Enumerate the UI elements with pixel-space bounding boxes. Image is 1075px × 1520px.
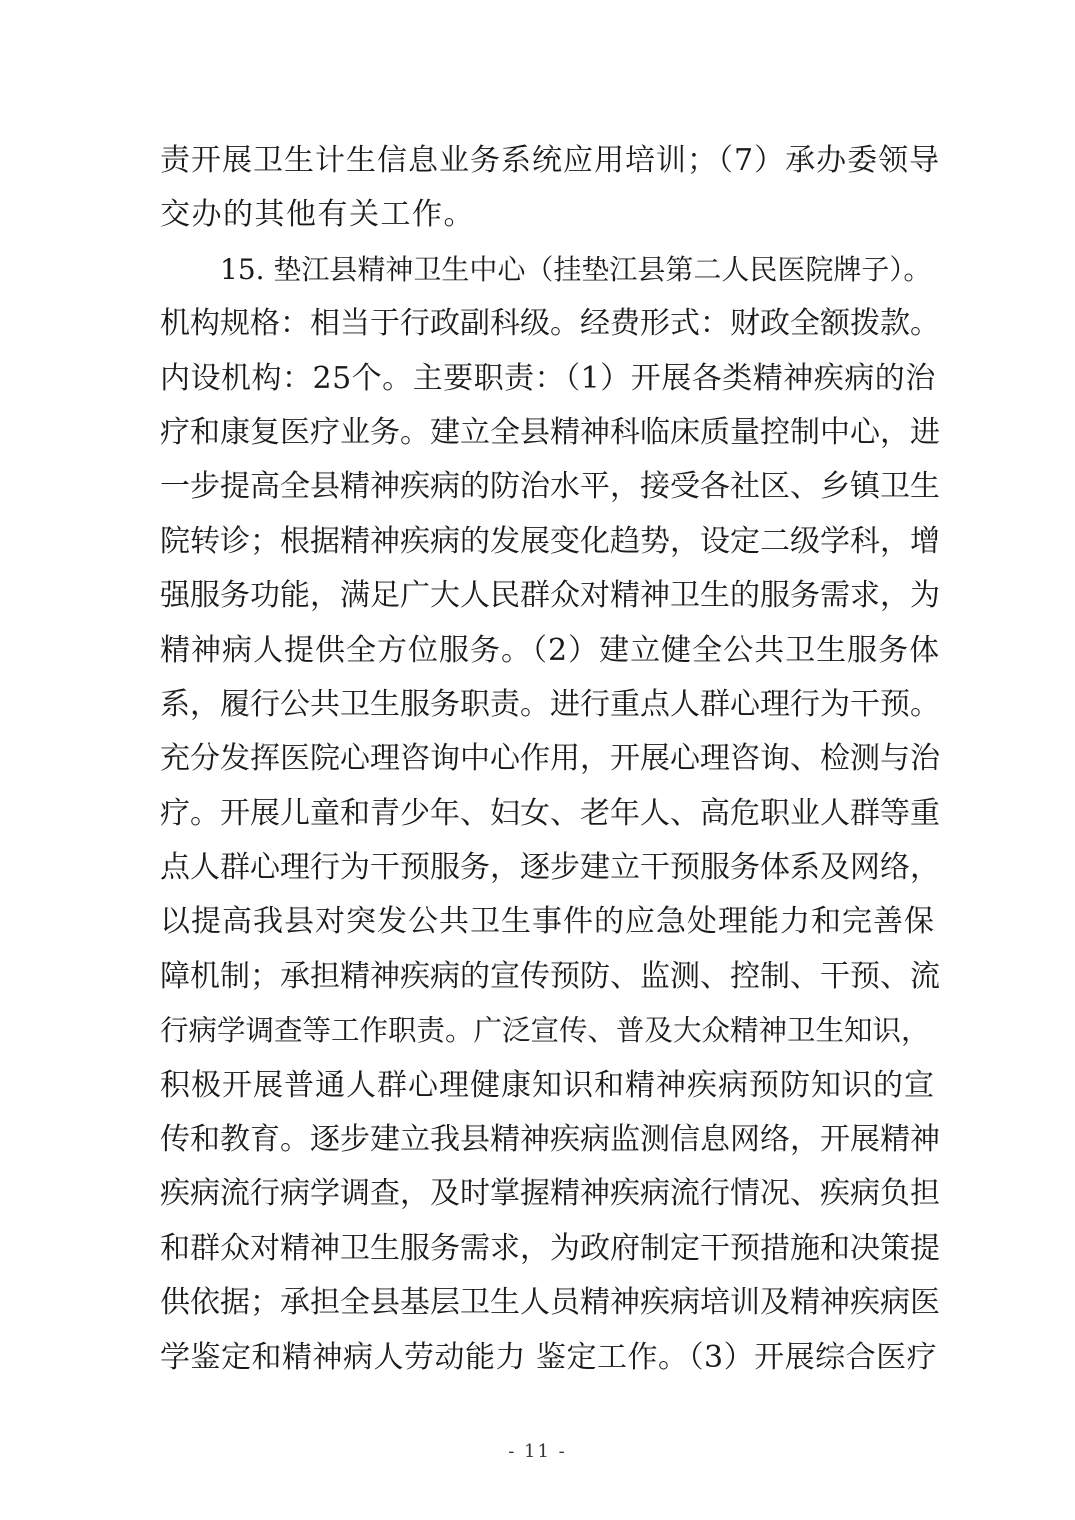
text-line: 行病学调查等工作职责。广泛宣传、普及大众精神卫生知识， [160, 1014, 930, 1048]
text-line: 疗和康复医疗业务。建立全县精神科临床质量控制中心，进 [160, 414, 940, 450]
text-line: 疾病流行病学调查，及时掌握精神疾病流行情况、疾病负担 [160, 1176, 940, 1212]
text-line: 以提高我县对突发公共卫生事件的应急处理能力和完善保 [160, 904, 935, 940]
text-line: 交办的其他有关工作。 [160, 197, 475, 233]
section-heading-line: 15. 垫江县精神卫生中心（挂垫江县第二人民医院牌子）。 [220, 252, 932, 286]
text-line: 学鉴定和精神病人劳动能力 鉴定工作。（3）开展综合医疗 [160, 1339, 938, 1375]
text-line: 和群众对精神卫生服务需求，为政府制定干预措施和决策提 [160, 1230, 940, 1266]
body-text [160, 134, 940, 1385]
text-line: 内设机构：25个。主要职责：（1）开展各类精神疾病的治 [160, 360, 936, 396]
text-line: 积极开展普通人群心理健康知识和精神疾病预防知识的宣 [160, 1067, 935, 1103]
text-line: 精神病人提供全方位服务。（2）建立健全公共卫生服务体 [160, 632, 941, 668]
text-line: 责开展卫生计生信息业务系统应用培训；（7）承办委领导 [160, 143, 941, 178]
text-line: 点人群心理行为干预服务，逐步建立干预服务体系及网络， [160, 850, 940, 886]
text-line: 系，履行公共卫生服务职责。进行重点人群心理行为干预。 [160, 686, 940, 722]
text-line: 供依据；承担全县基层卫生人员精神疾病培训及精神疾病医 [160, 1285, 940, 1321]
text-line: 一步提高全县精神疾病的防治水平，接受各社区、乡镇卫生 [160, 469, 940, 505]
text-line: 传和教育。逐步建立我县精神疾病监测信息网络，开展精神 [160, 1122, 940, 1158]
text-line: 充分发挥医院心理咨询中心作用，开展心理咨询、检测与治 [160, 741, 940, 777]
page-number: - 11 - [508, 1441, 567, 1462]
text-line: 院转诊；根据精神疾病的发展变化趋势，设定二级学科，增 [160, 523, 940, 559]
text-line: 强服务功能，满足广大人民群众对精神卫生的服务需求，为 [160, 578, 940, 614]
text-line: 疗。开展儿童和青少年、妇女、老年人、高危职业人群等重 [160, 795, 940, 831]
text-line: 机构规格：相当于行政副科级。经费形式：财政全额拨款。 [160, 306, 940, 342]
text-line: 障机制；承担精神疾病的宣传预防、监测、控制、干预、流 [160, 958, 940, 994]
